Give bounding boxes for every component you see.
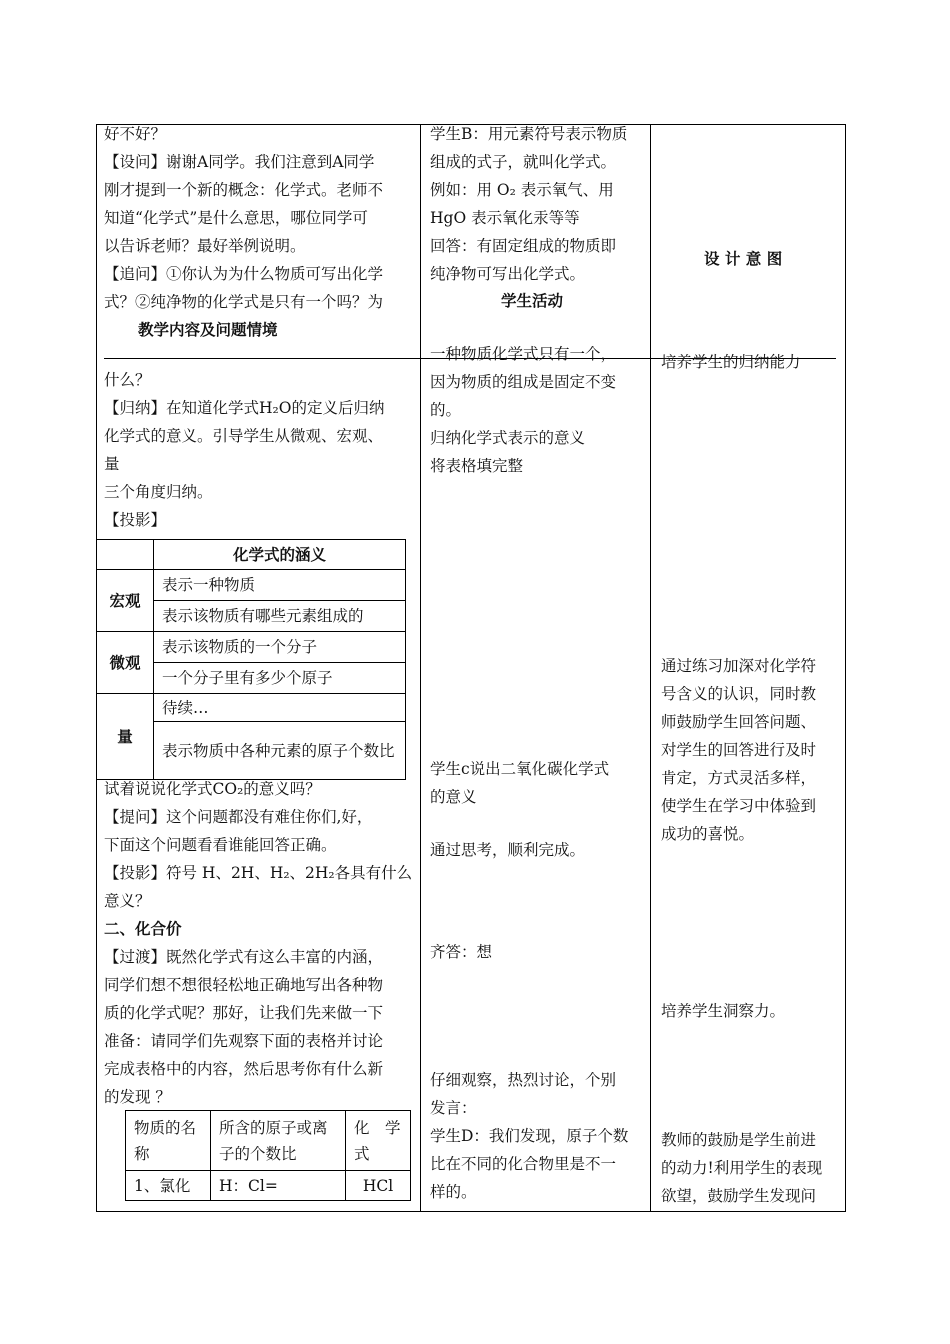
text-line: 将表格填完整	[430, 457, 524, 475]
column-teaching-content-lower	[104, 775, 416, 1111]
header-teaching-content: 教学内容及问题情境	[138, 321, 278, 339]
text-line: 【投影】	[104, 511, 167, 529]
text-line: 归纳化学式表示的意义	[430, 429, 586, 447]
text-line: 【提问】这个问题都没有难住你们,好，	[104, 808, 373, 826]
text-line: 使学生在学习中体验到	[661, 797, 817, 815]
group-label-macro: 宏观	[97, 570, 154, 632]
text-line: 式？②纯净物的化学式是只有一个吗？为	[104, 293, 384, 311]
text-line: 学生D：我们发现，原子个数	[430, 1127, 629, 1145]
design-intent-text	[661, 652, 841, 848]
text-line: 例如：用 O₂ 表示氧气、用	[430, 181, 614, 199]
table-cell: 待续…	[154, 694, 406, 722]
text-line: 师鼓励学生回答问题、	[661, 713, 817, 731]
column-student-activity	[430, 120, 646, 288]
text-line: 齐答：想	[430, 943, 493, 961]
text-line: 好不好？	[104, 125, 167, 143]
text-line: 【投影】符号 H、2H、H₂、2H₂各具有什么	[104, 864, 413, 882]
text-line: 完成表格中的内容，然后思考你有什么新	[104, 1060, 384, 1078]
text-line: 什么？	[104, 371, 151, 389]
text-line: 肯定，方式灵活多样，	[661, 769, 817, 787]
header-design-intent: 设 计 意 图	[704, 250, 783, 268]
text-line: 以告诉老师？最好举例说明。	[104, 237, 306, 255]
header-student-activity: 学生活动	[501, 292, 564, 310]
text-line: 号含义的认识，同时教	[661, 685, 817, 703]
frame-bottom	[96, 1211, 846, 1212]
text-line: 知道“化学式”是什么意思，哪位同学可	[104, 209, 368, 227]
text-line: 培养学生的归纳能力	[661, 353, 801, 371]
table-title: 化学式的涵义	[154, 540, 406, 570]
table-header-cell: 化 学式	[346, 1111, 411, 1171]
text-line: 教师的鼓励是学生前进	[661, 1131, 817, 1149]
text-line: 的发现 ？	[104, 1088, 171, 1106]
group-label-micro: 微观	[97, 632, 154, 694]
text-line: 纯净物可写出化学式。	[430, 265, 586, 283]
text-line: 组成的式子，就叫化学式。	[430, 153, 617, 171]
column-teaching-content	[104, 120, 416, 316]
text-line: 下面这个问题看看谁能回答正确。	[104, 836, 337, 854]
text-line: 仔细观察，热烈讨论，个别	[430, 1071, 617, 1089]
table-header-cell: 所含的原子或离子的个数比	[211, 1111, 346, 1171]
table-cell: 表示物质中各种元素的原子个数比	[154, 722, 406, 780]
column-divider-1	[420, 124, 421, 1212]
text-line: 同学们想不想很轻松地正确地写出各种物	[104, 976, 384, 994]
text-line: HgO 表示氧化汞等等	[430, 209, 580, 227]
text-line: 量	[104, 455, 120, 473]
text-line: 【设问】谢谢A同学。我们注意到A同学	[104, 153, 375, 171]
text-line: 【追问】①你认为为什么物质可写出化学	[104, 265, 384, 283]
text-line: 发言：	[430, 1099, 477, 1117]
text-line: 回答：有固定组成的物质即	[430, 237, 617, 255]
text-line: 的动力!利用学生的表现	[661, 1159, 823, 1177]
text-line: 【归纳】在知道化学式H₂O的定义后归纳	[104, 399, 385, 417]
table-corner-cell	[97, 540, 154, 570]
section-heading: 二、化合价	[104, 920, 182, 938]
text-line: 学生B：用元素符号表示物质	[430, 125, 628, 143]
text-line: 通过练习加深对化学符	[661, 657, 817, 675]
text-line: 学生c说出二氧化碳化学式	[430, 760, 610, 778]
table-cell: 1、氯化	[126, 1171, 211, 1201]
table-cell: 表示该物质的一个分子	[154, 632, 406, 663]
text-line: 试着说说化学式CO₂的意义吗？	[104, 780, 321, 798]
text-line: 准备：请同学们先观察下面的表格并讨论	[104, 1032, 384, 1050]
text-line: 因为物质的组成是固定不变	[430, 373, 617, 391]
text-line: 一种物质化学式只有一个，	[430, 345, 617, 363]
text-line: 欲望，鼓励学生发现问	[661, 1187, 817, 1205]
column-student-activity-continued	[430, 340, 646, 480]
text-line: 化学式的意义。引导学生从微观、宏观、	[104, 427, 384, 445]
column-teaching-content-continued	[104, 366, 416, 534]
atom-ratio-table	[125, 1110, 411, 1201]
text-line: 的意义	[430, 788, 477, 806]
text-line: 质的化学式呢？那好，让我们先来做一下	[104, 1004, 384, 1022]
discussion-text	[430, 1066, 646, 1206]
table-cell: 表示该物质有哪些元素组成的	[154, 601, 406, 632]
text-line: 通过思考，顺利完成。	[430, 841, 586, 859]
text-line: 刚才提到一个新的概念：化学式。老师不	[104, 181, 384, 199]
student-c-answer	[430, 755, 646, 811]
text-line: 样的。	[430, 1183, 477, 1201]
formula-meaning-table	[96, 539, 406, 780]
text-line: 比在不同的化合物里是不一	[430, 1155, 617, 1173]
text-line: 意义？	[104, 892, 151, 910]
table-cell: 一个分子里有多少个原子	[154, 663, 406, 694]
design-intent-text-lower	[661, 1126, 841, 1210]
group-label-quantity: 量	[97, 694, 154, 780]
table-cell: HCl	[346, 1171, 411, 1201]
table-cell: H：Cl=	[211, 1171, 346, 1201]
text-line: 【过渡】既然化学式有这么丰富的内涵，	[104, 948, 384, 966]
table-header-cell: 物质的名称	[126, 1111, 211, 1171]
table-cell: 表示一种物质	[154, 570, 406, 601]
column-divider-2	[650, 124, 651, 1212]
text-line: 的。	[430, 401, 462, 419]
text-line: 三个角度归纳。	[104, 483, 213, 501]
text-line: 培养学生洞察力。	[661, 1002, 786, 1020]
frame-right	[845, 124, 846, 1212]
text-line: 对学生的回答进行及时	[661, 741, 817, 759]
text-line: 成功的喜悦。	[661, 825, 755, 843]
